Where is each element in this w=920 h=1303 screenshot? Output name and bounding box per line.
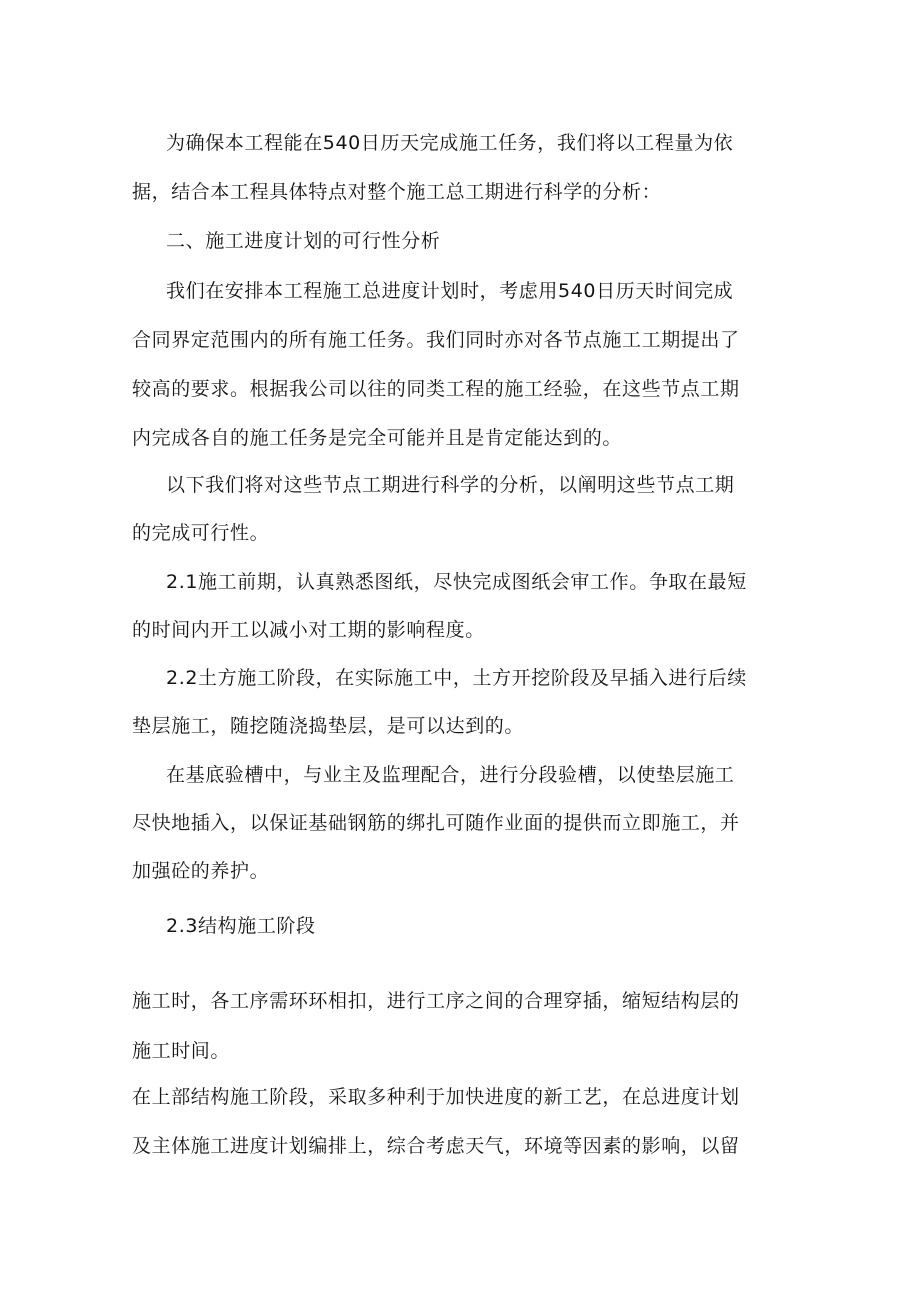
paragraph-2-line-1: 我们在安排本工程施工总进度计划时，考虑用540日历天时间完成 — [166, 280, 734, 302]
paragraph-5-line-2: 施工时间。 — [132, 1040, 231, 1062]
paragraph-1-line-1: 为确保本工程能在540日历天完成施工任务，我们将以工程量为依 — [166, 132, 734, 154]
paragraph-4-line-1: 在基底验槽中，与业主及监理配合，进行分段验槽，以使垫层施工 — [166, 764, 735, 786]
paragraph-2-line-2: 合同界定范围内的所有施工任务。我们同时亦对各节点施工工期提出了 — [132, 329, 740, 351]
paragraph-4-line-2: 尽快地插入，以保证基础钢筋的绑扎可随作业面的提供而立即施工，并 — [132, 812, 740, 834]
paragraph-3-line-2: 的完成可行性。 — [132, 522, 270, 544]
paragraph-1-line-2: 据，结合本工程具体特点对整个施工总工期进行科学的分析： — [132, 181, 662, 203]
item-2-1-line-1: 2.1施工前期，认真熟悉图纸，尽快完成图纸会审工作。争取在最短 — [166, 571, 747, 593]
paragraph-5-line-1: 施工时，各工序需环环相扣，进行工序之间的合理穿插，缩短结构层的 — [132, 990, 740, 1012]
paragraph-4-line-3: 加强砼的养护。 — [132, 860, 270, 882]
paragraph-2-line-4: 内完成各自的施工任务是完全可能并且是肯定能达到的。 — [132, 427, 623, 449]
item-2-2-line-2: 垫层施工，随挖随浇捣垫层，是可以达到的。 — [132, 715, 525, 737]
paragraph-6-line-1: 在上部结构施工阶段，采取多种利于加快进度的新工艺，在总进度计划 — [132, 1086, 740, 1108]
item-2-1-line-2: 的时间内开工以减小对工期的影响程度。 — [132, 619, 485, 641]
paragraph-3-line-1: 以下我们将对这些节点工期进行科学的分析，以阐明这些节点工期 — [166, 474, 735, 496]
section-heading: 二、施工进度计划的可行性分析 — [166, 230, 441, 252]
paragraph-6-line-2: 及主体施工进度计划编排上，综合考虑天气，环境等因素的影响，以留 — [132, 1135, 740, 1157]
paragraph-2-line-3: 较高的要求。根据我公司以往的同类工程的施工经验，在这些节点工期 — [132, 378, 740, 400]
item-2-3-heading: 2.3结构施工阶段 — [166, 915, 316, 937]
item-2-2-line-1: 2.2土方施工阶段，在实际施工中，土方开挖阶段及早插入进行后续 — [166, 667, 747, 689]
